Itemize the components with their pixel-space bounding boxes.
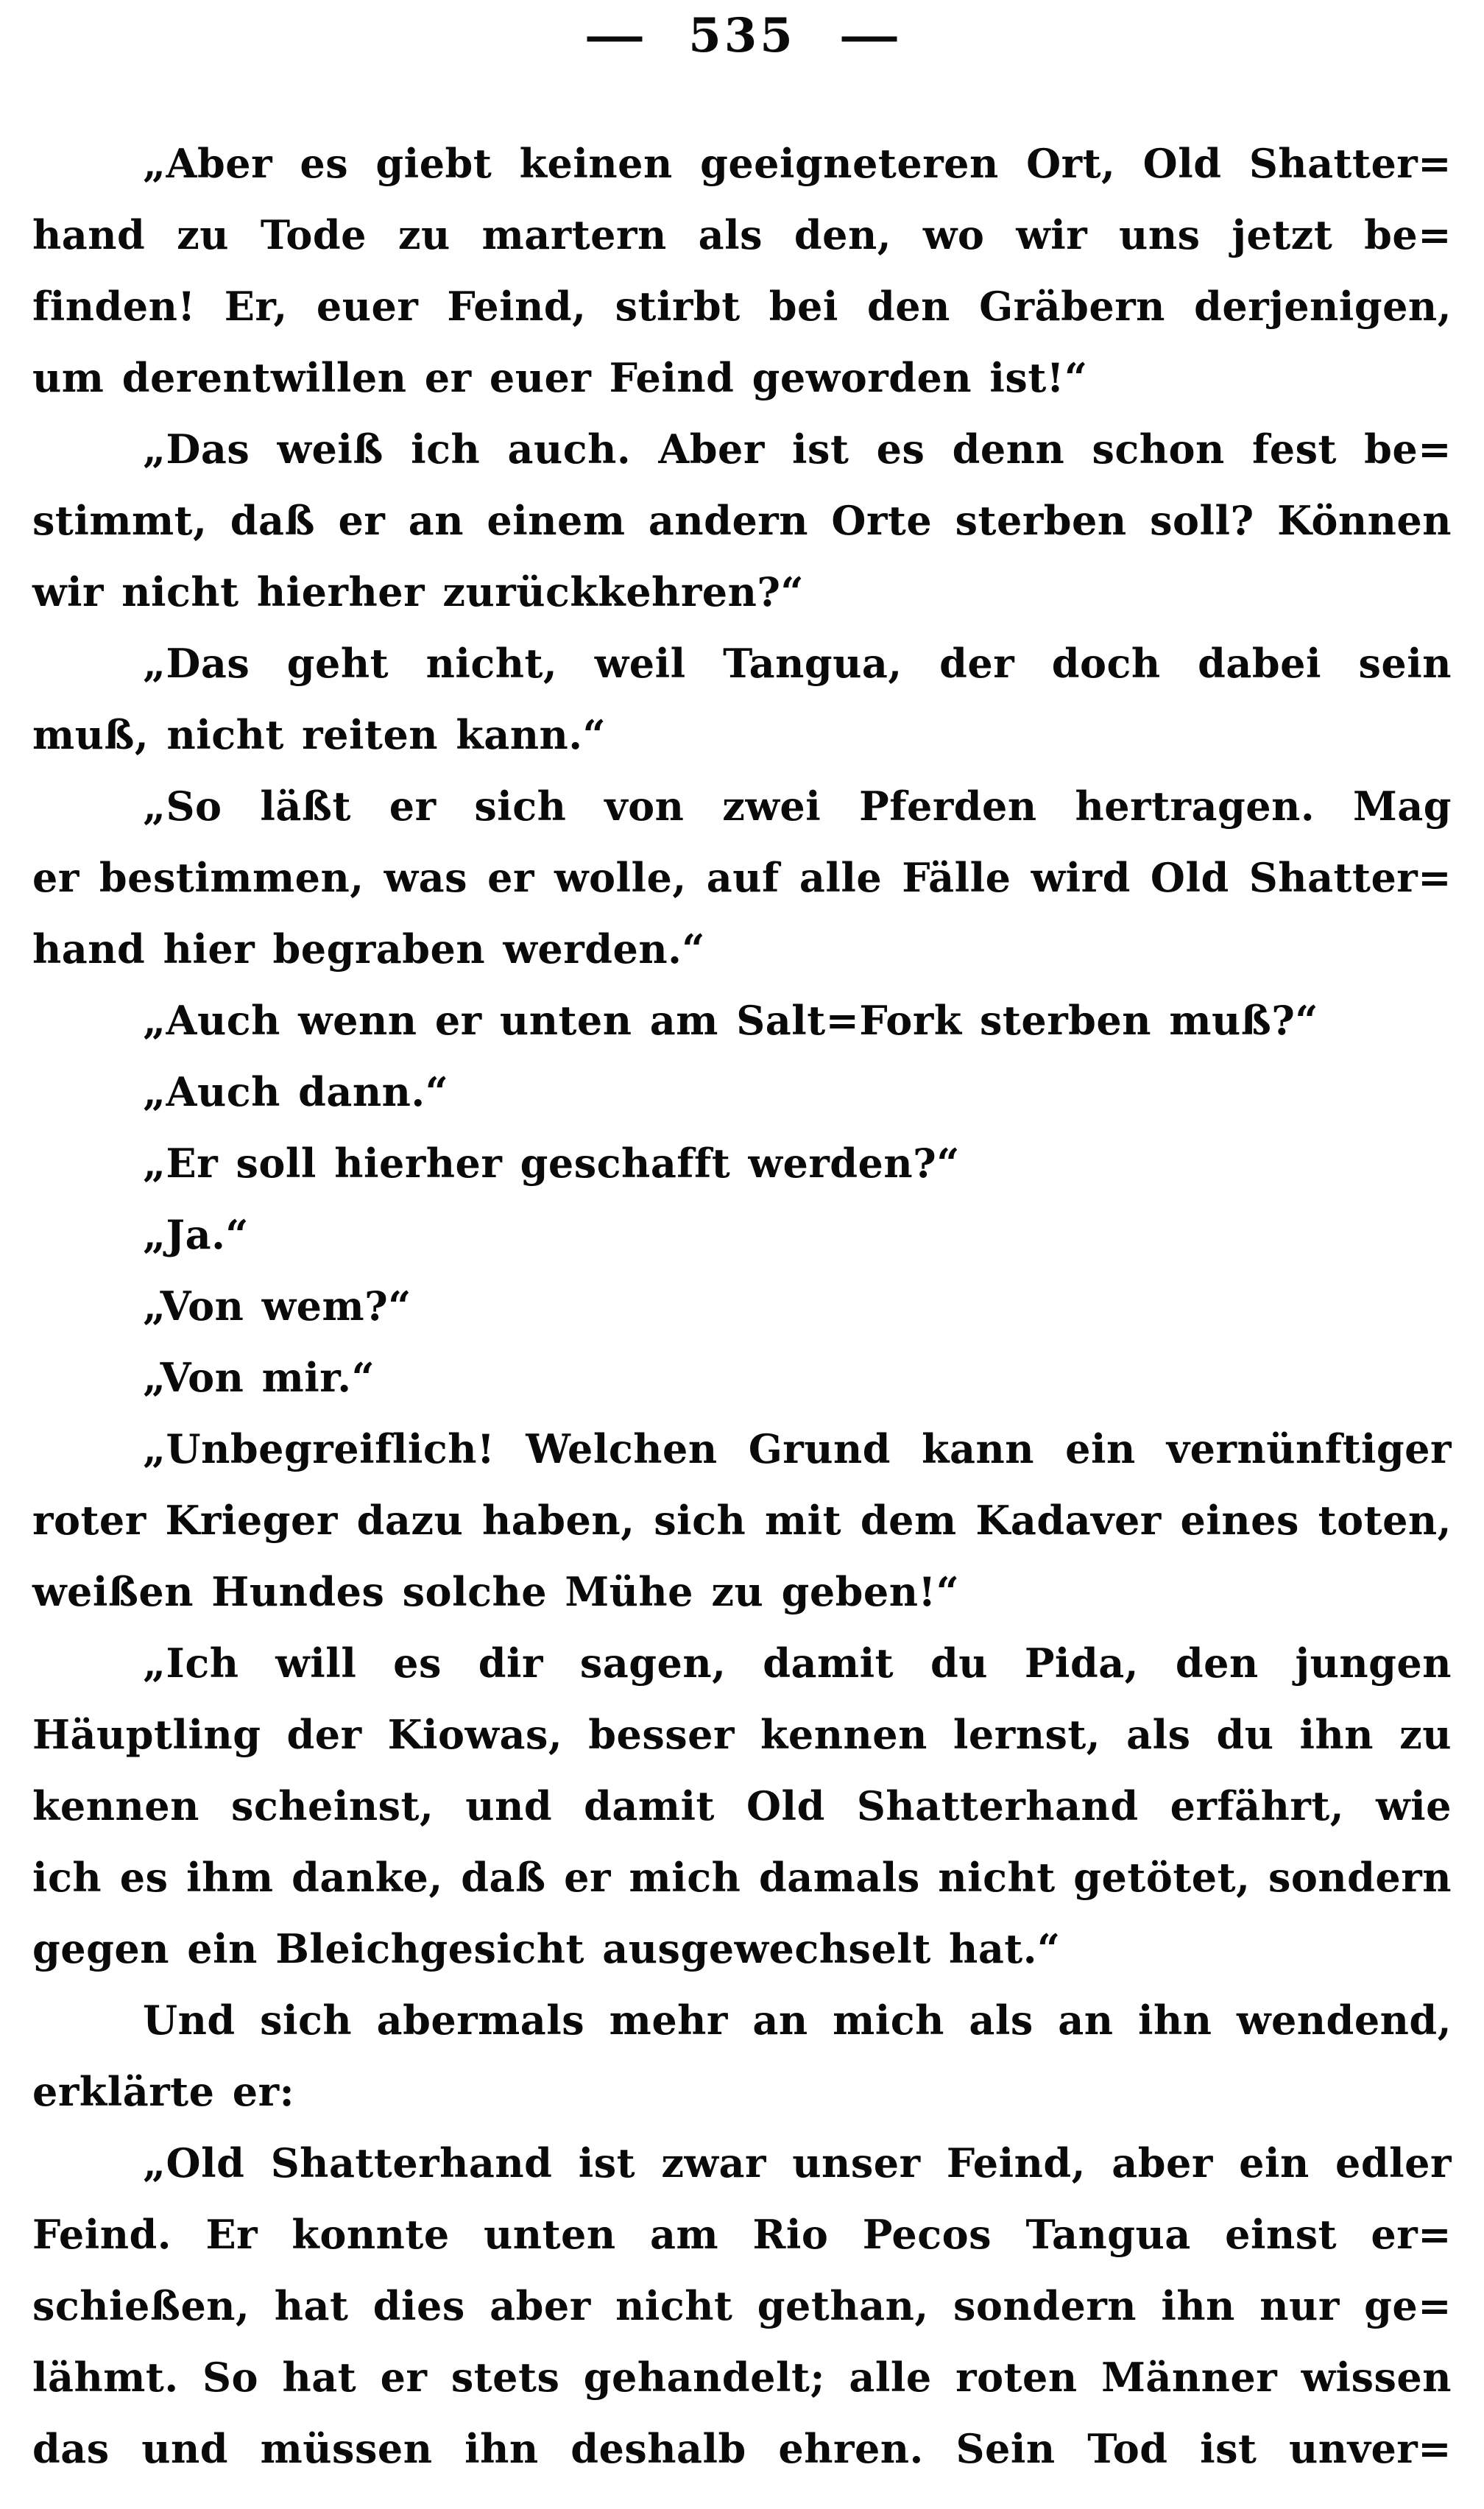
text-line: „Ich will es dir sagen, damit du Pida, den jungen	[143, 1640, 1452, 1687]
text-line: „Unbegreiflich! Welchen Grund kann ein vernünftiger	[143, 1425, 1452, 1472]
page-number: 535	[688, 8, 796, 63]
text-line: „Ja.“	[143, 1211, 249, 1258]
text-line: Häuptling der Kiowas, besser kennen lernst, als du ihn zu	[32, 1711, 1452, 1758]
text-line: „Aber es giebt keinen geeigneteren Ort, Old Shatter=	[143, 140, 1452, 187]
text-line: roter Krieger dazu haben, sich mit dem Kadaver eines toten,	[32, 1497, 1452, 1544]
text-line: „Auch wenn er unten am Salt=Fork sterben muß?“	[143, 997, 1318, 1044]
text-line: wir nicht hierher zurückkehren?“	[32, 568, 805, 615]
text-line: „So läßt er sich von zwei Pferden hertragen. Mag	[143, 783, 1452, 830]
text-line: „Von wem?“	[143, 1282, 411, 1330]
text-line: muß, nicht reiten kann.“	[32, 711, 607, 758]
text-line: finden! Er, euer Feind, stirbt bei den Gräbern derjenigen,	[32, 283, 1452, 330]
text-line: erklärte er:	[32, 2068, 295, 2115]
text-line: „Old Shatterhand ist zwar unser Feind, aber ein edler	[143, 2139, 1452, 2187]
text-line: Und sich abermals mehr an mich als an ihn wendend,	[143, 1997, 1452, 2044]
header-dash-left: —	[584, 10, 646, 62]
text-line: gegen ein Bleichgesicht ausgewechselt hat.“	[32, 1925, 1061, 1972]
header-dash-right: —	[838, 10, 900, 62]
text-line: er bestimmen, was er wolle, auf alle Fälle wird Old Shatter=	[32, 854, 1452, 901]
text-line: „Das weiß ich auch. Aber ist es denn schon fest be=	[143, 426, 1452, 473]
text-body	[32, 128, 1452, 2485]
text-line: Feind. Er konnte unten am Rio Pecos Tangua einst er=	[32, 2211, 1452, 2258]
text-line: kennen scheinst, und damit Old Shatterhand erfährt, wie	[32, 1782, 1452, 1829]
text-line: ich es ihm danke, daß er mich damals nicht getötet, sondern	[32, 1854, 1452, 1901]
text-line: „Er soll hierher geschafft werden?“	[143, 1140, 960, 1187]
text-line: stimmt, daß er an einem andern Orte sterben soll? Können	[32, 497, 1452, 544]
text-line: „Das geht nicht, weil Tangua, der doch dabei sein	[143, 640, 1452, 687]
text-line: hand zu Tode zu martern als den, wo wir uns jetzt be=	[32, 211, 1452, 258]
text-line: das und müssen ihn deshalb ehren. Sein Tod ist unver=	[32, 2425, 1452, 2472]
text-line: „Von mir.“	[143, 1354, 375, 1401]
text-line: hand hier begraben werden.“	[32, 925, 705, 973]
text-line: lähmt. So hat er stets gehandelt; alle roten Männer wissen	[32, 2354, 1452, 2401]
text-line: schießen, hat dies aber nicht gethan, sondern ihn nur ge=	[32, 2282, 1452, 2329]
text-line: um derentwillen er euer Feind geworden ist!“	[32, 354, 1088, 401]
text-line: weißen Hundes solche Mühe zu geben!“	[32, 1568, 960, 1615]
text-line: „Auch dann.“	[143, 1068, 449, 1115]
page-header	[32, 7, 1452, 65]
